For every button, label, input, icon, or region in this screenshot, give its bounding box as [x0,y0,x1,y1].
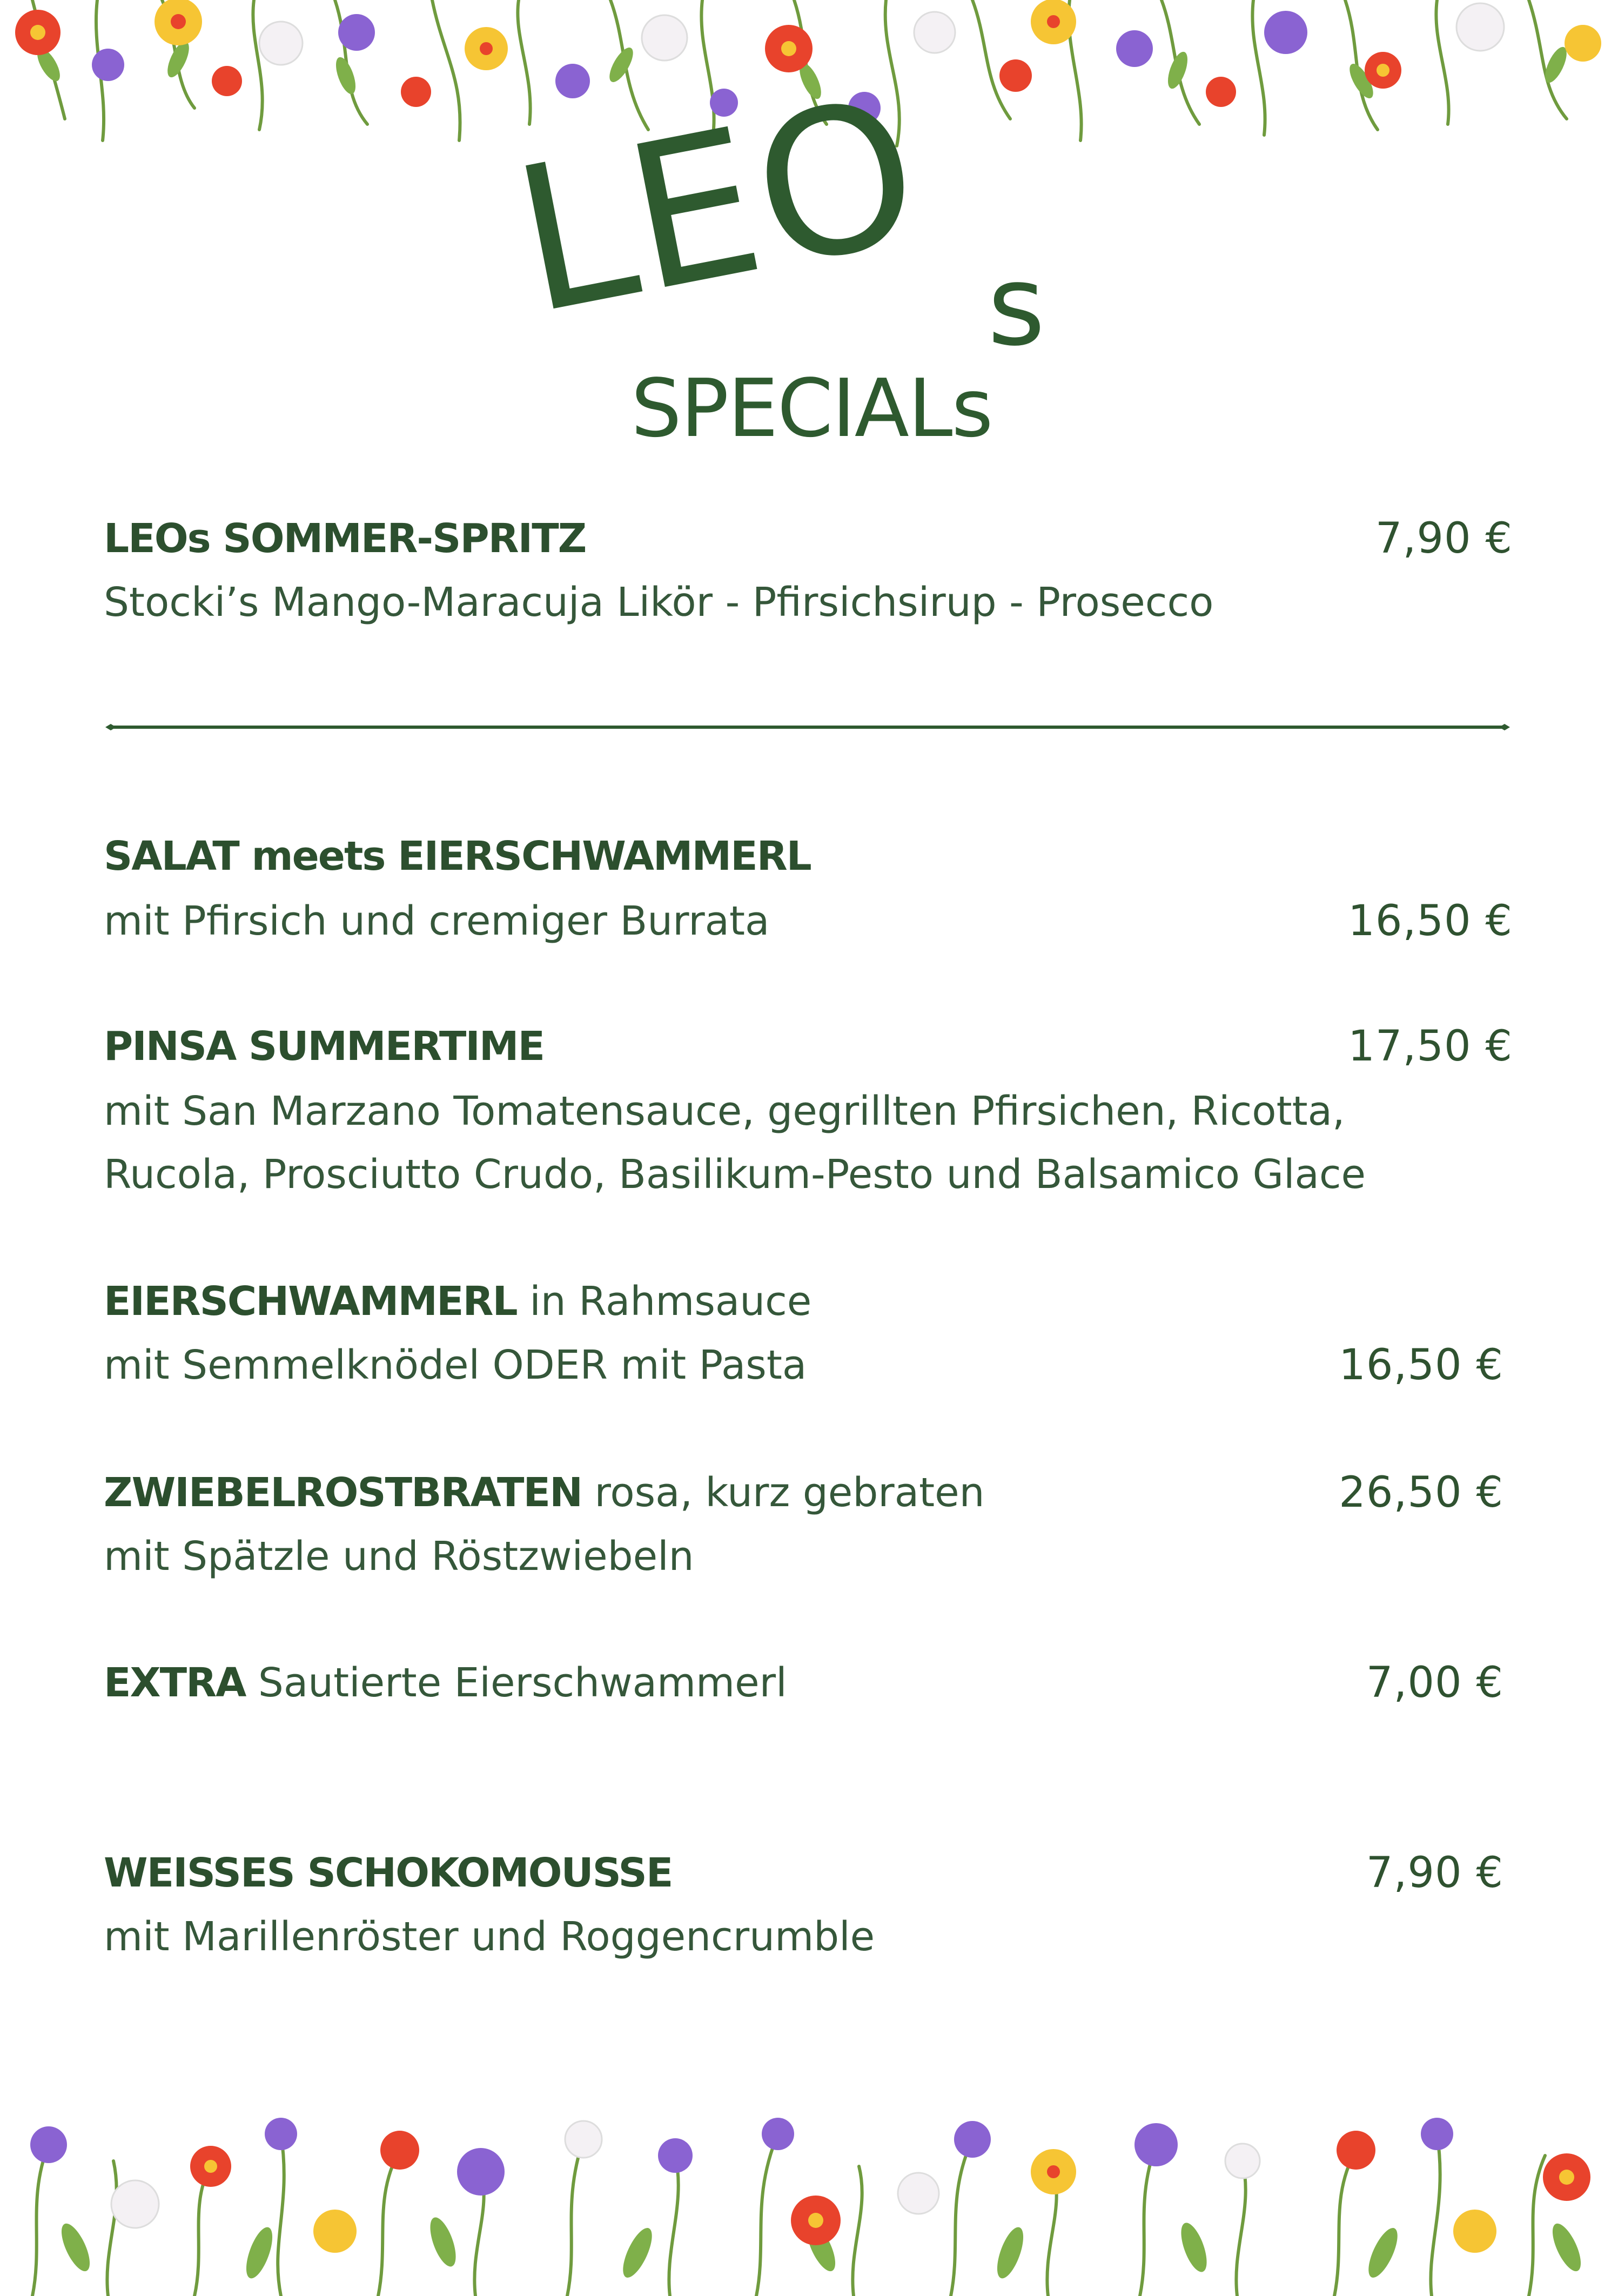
eierschwammerl-suffix: in Rahmsauce [516,1278,812,1325]
eierschwammerl-price: 16,50 € [1339,1341,1503,1389]
extra-suffix: Sautierte Eierschwammerl [245,1660,787,1706]
salat-name: SALAT meets EIERSCHWAMMERL [104,833,811,880]
pinsa-description-line2: Rucola, Prosciutto Crudo, Basilikum-Pesto und Balsamico Glace [104,1151,1366,1198]
salat-price: 16,50 € [1348,897,1513,945]
bottom-flower-border [0,2069,1618,2296]
pinsa-description-line1: mit San Marzano Tomatensauce, gegrillten Pfirsichen, Ricotta, [104,1088,1345,1134]
logo [0,0,1618,465]
pinsa-name: PINSA SUMMERTIME [104,1023,545,1070]
drink-description: Stocki’s Mango-Maracuja Likör - Pfirsichsirup - Prosecco [104,579,1214,626]
dessert-price: 7,90 € [1366,1849,1503,1897]
eierschwammerl-heading [104,1278,812,1325]
logo-s-text: s [988,242,1045,371]
zwiebelrostbraten-description: mit Spätzle und Röstzwiebeln [104,1533,694,1580]
eierschwammerl-name: EIERSCHWAMMERL [104,1278,517,1325]
eierschwammerl-description: mit Semmelknödel ODER mit Pasta [104,1342,807,1388]
zwiebelrostbraten-heading [104,1469,985,1516]
logo-subtitle: SPECIALs [631,362,992,455]
extra-price: 7,00 € [1366,1659,1503,1707]
zwiebelrostbraten-price: 26,50 € [1339,1468,1503,1517]
salat-description: mit Pfirsich und cremiger Burrata [104,898,770,944]
dessert-description: mit Marillenröster und Roggencrumble [104,1914,875,1960]
drink-name: LEOs SOMMER-SPRITZ [104,515,586,562]
drink-price: 7,90 € [1375,514,1513,563]
pinsa-price: 17,50 € [1348,1022,1513,1071]
section-divider [105,722,1510,733]
dessert-name: WEISSES SCHOKOMOUSSE [104,1850,673,1896]
logo-main-text: LEO [499,54,938,359]
extra-heading [104,1660,787,1706]
zwiebelrostbraten-name: ZWIEBELROSTBRATEN [104,1469,582,1516]
extra-name: EXTRA [104,1660,246,1706]
zwiebelrostbraten-suffix: rosa, kurz gebraten [582,1469,985,1516]
